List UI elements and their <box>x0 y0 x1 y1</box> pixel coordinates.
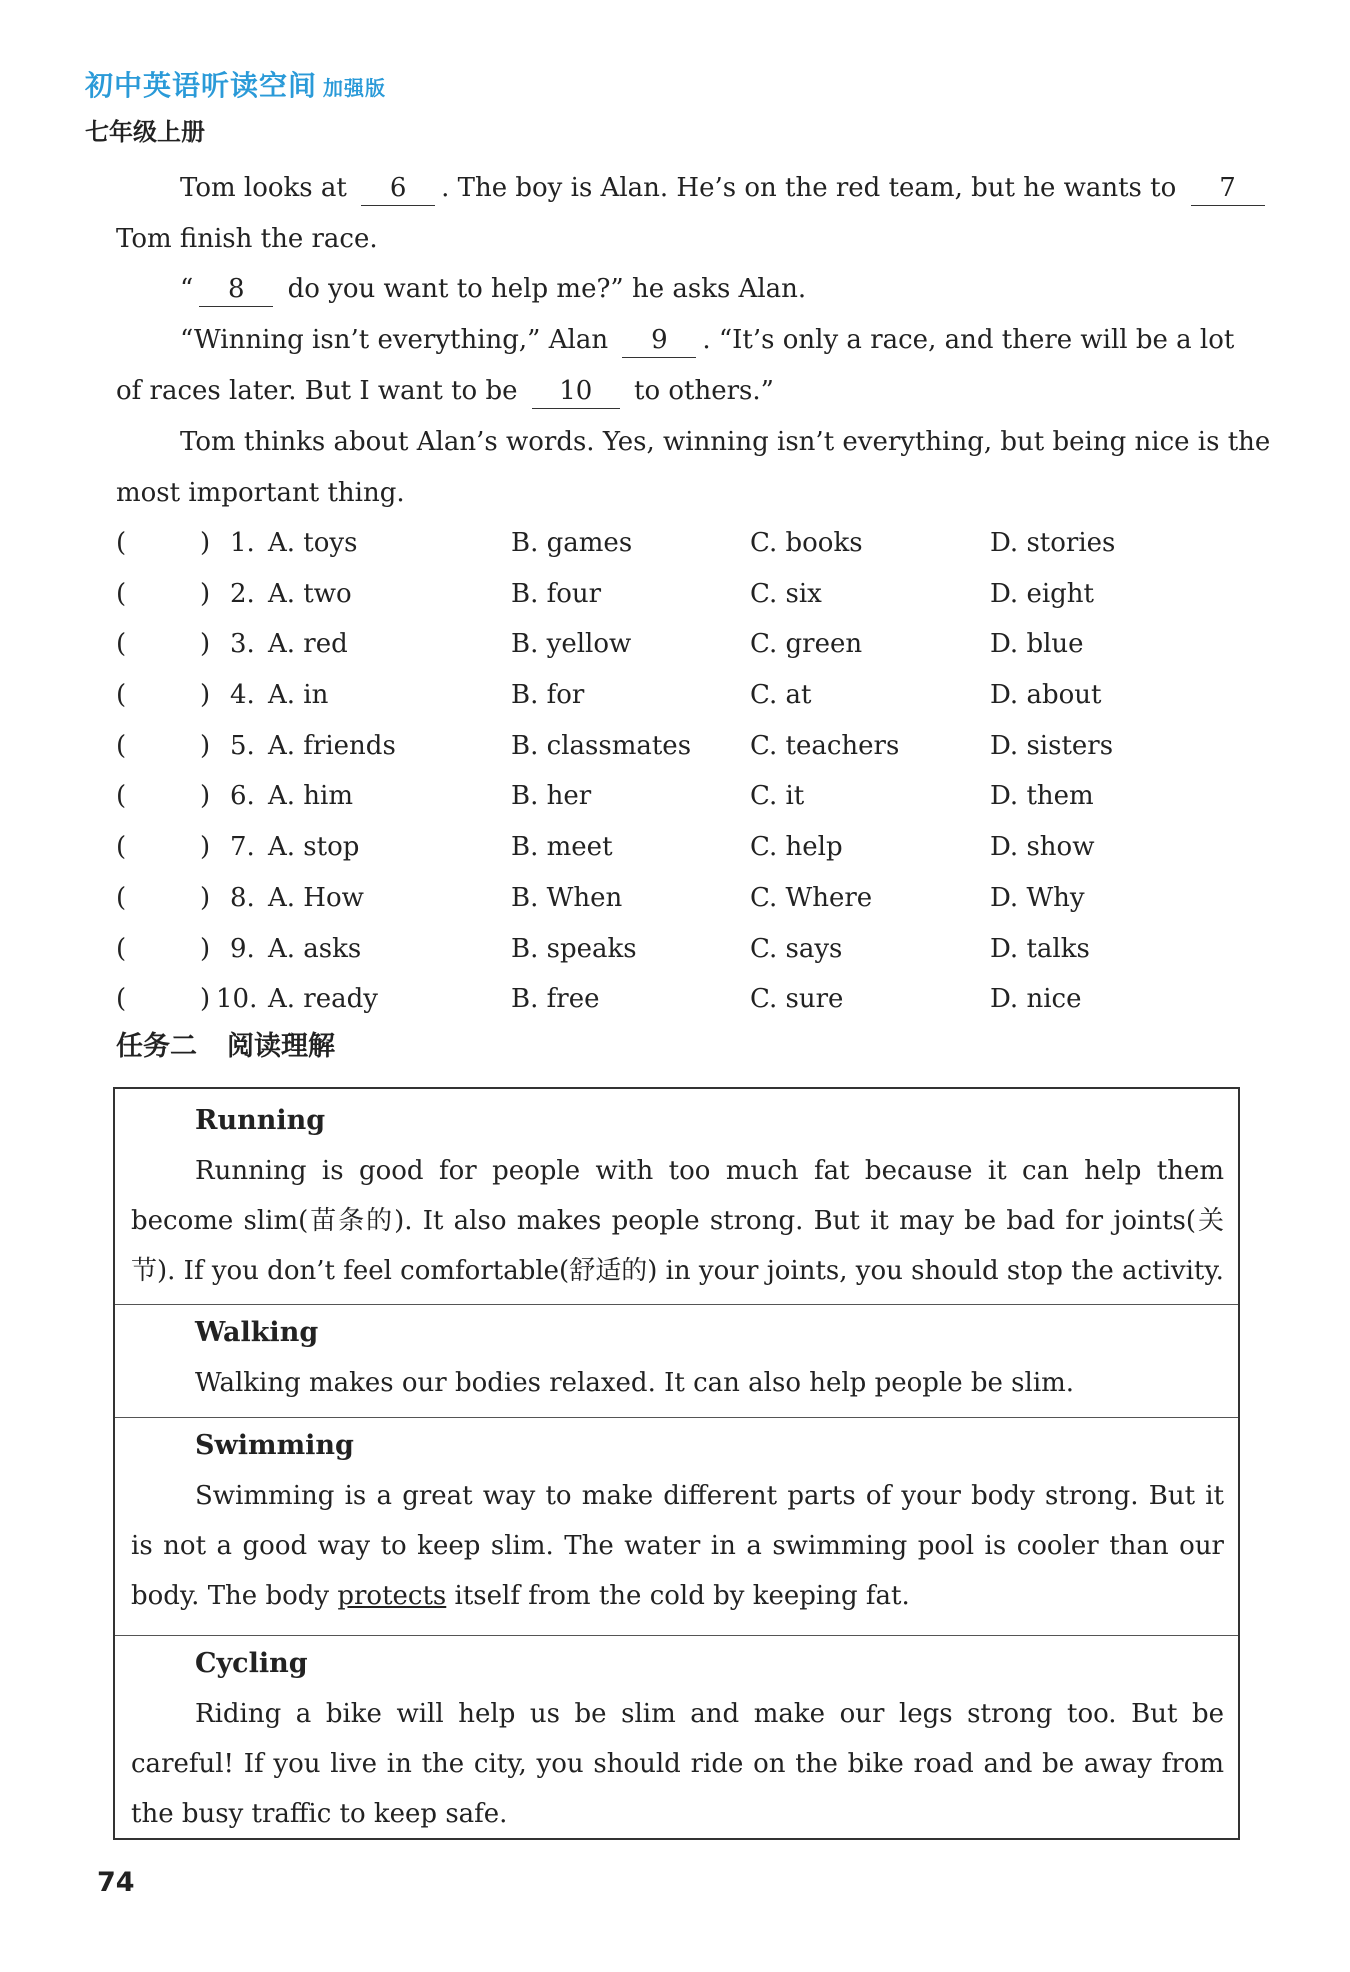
answer-paren-right: ) <box>200 528 211 558</box>
answer-paren-left: ( <box>116 730 127 761</box>
option-c: C. it <box>750 781 805 812</box>
option-d: D. show <box>990 832 1095 863</box>
page-number: 74 <box>97 1867 135 1898</box>
question-number: 1. <box>230 528 255 558</box>
task-title: 阅读理解 <box>227 1031 335 1062</box>
choice-list <box>116 518 1236 1025</box>
passage-line <box>116 366 1244 417</box>
section-swimming <box>115 1417 1238 1635</box>
option-b: B. meet <box>511 832 613 863</box>
option-d: D. Why <box>990 882 1085 913</box>
option-a: A. two <box>268 578 352 609</box>
section-cycling <box>115 1635 1238 1838</box>
passage-text: “ <box>180 274 194 304</box>
option-b: B. When <box>511 882 623 913</box>
section-body <box>131 1689 1224 1839</box>
answer-paren-right: ) <box>200 832 211 863</box>
option-a: A. him <box>268 781 354 812</box>
option-d: D. about <box>990 680 1102 711</box>
passage-line: most important thing. <box>116 478 405 508</box>
passage-line <box>116 163 1308 214</box>
option-a: A. ready <box>268 984 378 1015</box>
question-number: 6. <box>230 781 255 812</box>
series-edition: 加强版 <box>323 76 387 100</box>
option-a: A. How <box>268 882 364 913</box>
section-text: Running is good for people with too much fat because it can help them become slim(苗条的). It also makes people strong. But it may be bad for joints(关节). If you don’t feel comfortable(舒适的) in your joints, you should stop the activity. <box>131 1156 1224 1286</box>
option-c: C. sure <box>750 984 844 1015</box>
underlined-word: protects <box>337 1581 447 1611</box>
question-row <box>116 771 1236 822</box>
option-b: B. classmates <box>511 730 692 761</box>
section-body <box>131 1471 1224 1621</box>
option-c: C. teachers <box>750 730 900 761</box>
passage-text: of races later. But I want to be <box>116 376 518 406</box>
option-c: C. says <box>750 933 843 964</box>
series-title <box>85 64 386 104</box>
question-number: 7. <box>230 832 255 863</box>
option-b: B. for <box>511 680 585 711</box>
option-d: D. blue <box>990 629 1084 660</box>
option-b: B. speaks <box>511 933 637 964</box>
question-number: 10. <box>216 984 258 1015</box>
section-title: Running <box>195 1105 326 1136</box>
blank-6: 6 <box>361 171 435 206</box>
question-number: 2. <box>230 578 255 609</box>
question-row <box>116 721 1236 772</box>
option-c: C. books <box>750 528 863 558</box>
answer-paren-left: ( <box>116 984 127 1015</box>
option-d: D. talks <box>990 933 1090 964</box>
section-body <box>131 1146 1224 1296</box>
option-d: D. them <box>990 781 1094 812</box>
option-b: B. free <box>511 984 600 1015</box>
section-title: Cycling <box>195 1648 308 1679</box>
blank-8: 8 <box>199 272 273 307</box>
blank-7: 7 <box>1191 171 1265 206</box>
passage-text: Tom looks at <box>180 173 347 203</box>
option-b: B. four <box>511 578 602 609</box>
option-d: D. sisters <box>990 730 1114 761</box>
passage-text: . The boy is Alan. He’s on the red team, but he wants to <box>441 173 1177 203</box>
passage-text: . “It’s only a race, and there will be a lot <box>702 325 1235 355</box>
option-b: B. games <box>511 528 633 558</box>
passage-line <box>116 264 1308 315</box>
answer-paren-right: ) <box>200 882 211 913</box>
question-number: 3. <box>230 629 255 660</box>
answer-paren-left: ( <box>116 680 127 711</box>
option-c: C. green <box>750 629 863 660</box>
question-row <box>116 569 1236 620</box>
grade-title: 七年级上册 <box>85 118 205 146</box>
option-a: A. stop <box>268 832 360 863</box>
option-a: A. friends <box>268 730 396 761</box>
passage-line <box>116 315 1308 366</box>
question-row <box>116 670 1236 721</box>
section-text: Walking makes our bodies relaxed. It can also help people be slim. <box>195 1368 1075 1398</box>
section-running <box>115 1089 1238 1304</box>
task-label: 任务二 <box>116 1031 197 1062</box>
option-c: C. six <box>750 578 822 609</box>
answer-paren-right: ) <box>200 629 211 660</box>
option-c: C. at <box>750 680 812 711</box>
passage-text: to others.” <box>634 376 774 406</box>
option-a: A. toys <box>268 528 358 558</box>
option-a: A. red <box>268 629 348 660</box>
option-b: B. yellow <box>511 629 632 660</box>
option-a: A. in <box>268 680 329 711</box>
question-number: 8. <box>230 882 255 913</box>
answer-paren-left: ( <box>116 629 127 660</box>
question-row <box>116 619 1236 670</box>
task-heading <box>116 1024 335 1063</box>
question-number: 5. <box>230 730 255 761</box>
section-walking <box>115 1304 1238 1417</box>
option-d: D. nice <box>990 984 1082 1015</box>
section-text: Swimming is a great way to make different parts of your body strong. But it is not a good way to keep slim. The water in a swimming pool is cooler than our body. The body <box>131 1481 1224 1611</box>
answer-paren-right: ) <box>200 933 211 964</box>
option-a: A. asks <box>268 933 362 964</box>
question-row <box>116 924 1236 975</box>
passage-line: Tom finish the race. <box>116 224 378 254</box>
passage-text: do you want to help me?” he asks Alan. <box>287 274 807 304</box>
section-title: Walking <box>195 1317 319 1348</box>
answer-paren-left: ( <box>116 528 127 558</box>
answer-paren-left: ( <box>116 882 127 913</box>
section-title: Swimming <box>195 1430 354 1461</box>
question-row <box>116 873 1236 924</box>
option-d: D. stories <box>990 528 1116 558</box>
option-c: C. Where <box>750 882 873 913</box>
passage-line: Tom thinks about Alan’s words. Yes, winning isn’t everything, but being nice is the <box>180 427 1271 457</box>
passage-text: “Winning isn’t everything,” Alan <box>180 325 609 355</box>
question-number: 9. <box>230 933 255 964</box>
blank-9: 9 <box>622 323 696 358</box>
blank-10: 10 <box>532 374 620 409</box>
question-row <box>116 518 1236 569</box>
option-b: B. her <box>511 781 592 812</box>
option-c: C. help <box>750 832 843 863</box>
reading-box <box>113 1087 1240 1840</box>
section-body <box>131 1358 1224 1408</box>
section-text: itself from the cold by keeping fat. <box>454 1581 910 1611</box>
question-row <box>116 974 1236 1025</box>
answer-paren-left: ( <box>116 578 127 609</box>
question-row <box>116 822 1236 873</box>
answer-paren-right: ) <box>200 984 211 1015</box>
answer-paren-left: ( <box>116 781 127 812</box>
answer-paren-right: ) <box>200 680 211 711</box>
series-title-text: 初中英语听读空间 <box>85 69 318 102</box>
answer-paren-left: ( <box>116 832 127 863</box>
answer-paren-right: ) <box>200 781 211 812</box>
section-text: Riding a bike will help us be slim and make our legs strong too. But be careful! If you live in the city, you should ride on the bike road and be away from the busy traffic to keep safe. <box>131 1699 1224 1829</box>
answer-paren-right: ) <box>200 730 211 761</box>
answer-paren-left: ( <box>116 933 127 964</box>
question-number: 4. <box>230 680 255 711</box>
option-d: D. eight <box>990 578 1094 609</box>
answer-paren-right: ) <box>200 578 211 609</box>
